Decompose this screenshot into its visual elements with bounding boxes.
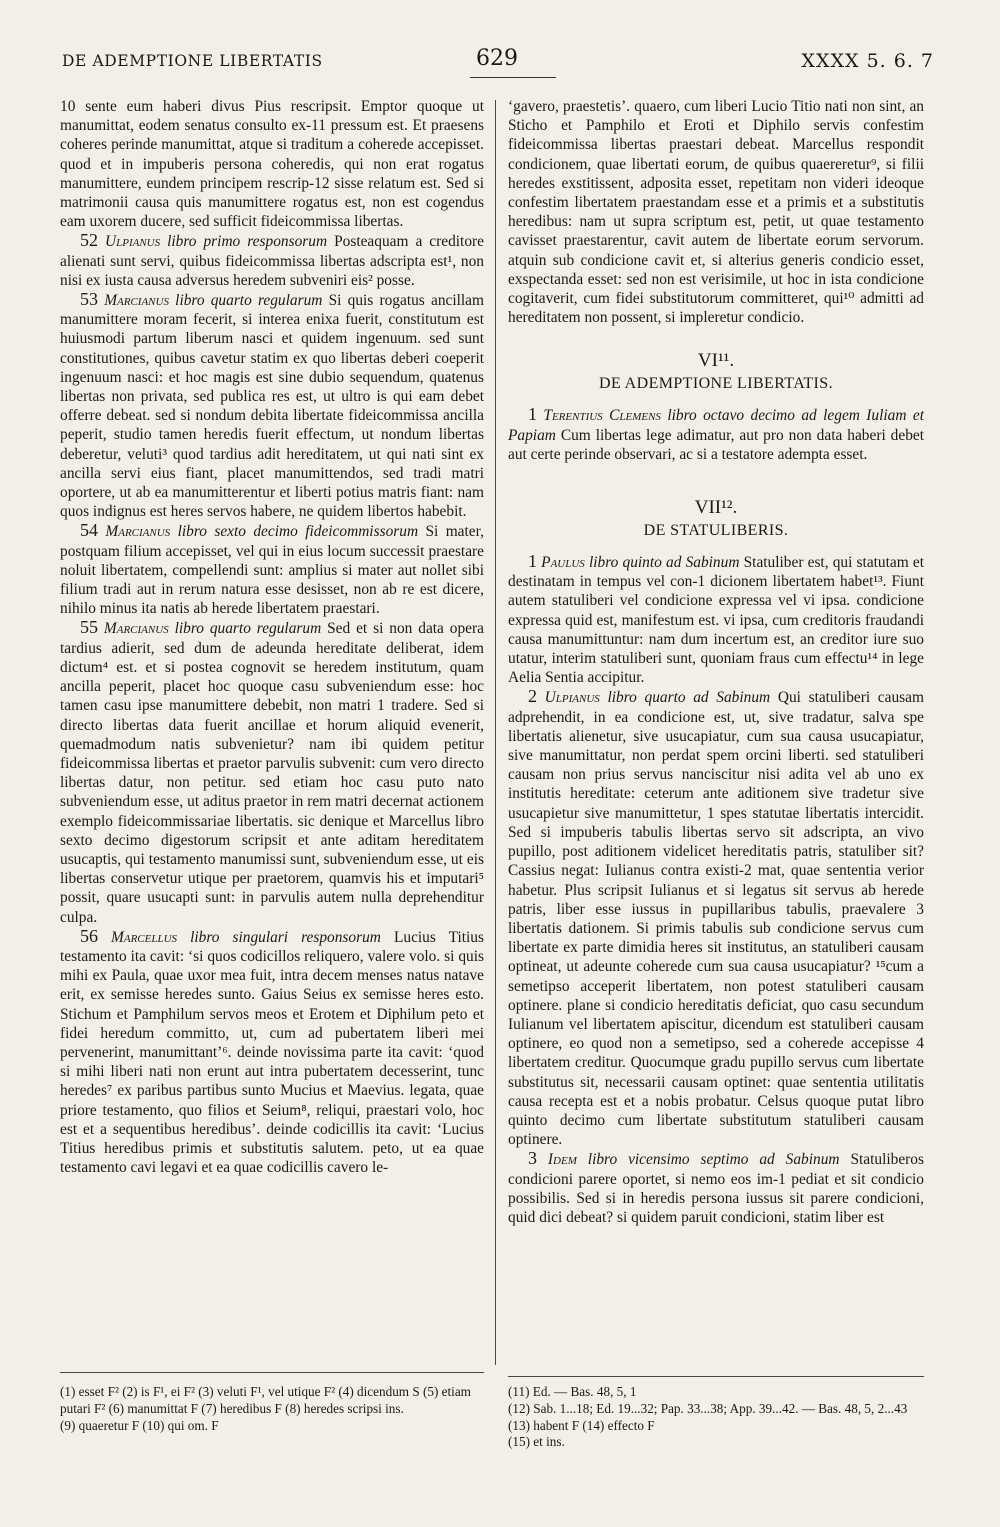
source-work: libro quarto regularum	[175, 292, 323, 310]
fragment-number: 54	[80, 520, 98, 541]
fragment-number: 52	[80, 230, 98, 251]
footnote-rule-left	[60, 1372, 484, 1373]
footnote-entry: (9) quaeretur F (10) qui om. F	[60, 1417, 219, 1433]
paragraph-continued: ‘gavero, praestetis’. quaero, cum liberi Lucio Titio nati non sint, an Sticho et Pamphilo et Eroti et Diphilo servis confestim fideicommissa libertas praestari debeat. Marcellus respondit condicionem, quae libertati eorum, de quibus quaereretur⁹, si filii heredes exstitissent, adposita esset, repetitam non videri ideoque confestim libertatem praestandam esse et a primis et a substitutis heredibus: nam ut supra scriptum est, petit, ut quae testamento cavisset praestarentur, cavit autem de libertate eorum servorum. atquin sub condicione cavit et, si alterius generis condicio esset, exspectanda esset: sed non est verisimile, ut hoc in ista condicione cogitaverit, cum fidei substitutorum committeret, qui¹⁰ admitti ad hereditatem non possent, si impleretur condicio.	[508, 98, 924, 327]
source-work: libro quarto ad Sabinum	[607, 689, 771, 707]
footnotes-left	[60, 1384, 484, 1434]
left-column	[60, 97, 484, 1359]
footnote-rule-right	[508, 1376, 924, 1377]
source-work: libro quinto ad Sabinum	[588, 554, 740, 572]
fragment-number: 3	[528, 1148, 537, 1169]
title-heading-vii	[508, 496, 924, 542]
jurist-name: Paulus	[541, 554, 585, 572]
jurist-name: Marcianus	[104, 292, 169, 310]
title-vii-fragment-2	[508, 687, 924, 1149]
column-divider	[495, 100, 496, 1365]
fragment-number: 56	[80, 925, 98, 946]
title-vii-fragment-3	[508, 1149, 924, 1227]
footnote-entry: (11) Ed. — Bas. 48, 5, 1	[508, 1384, 637, 1399]
footnote-entry: (12) Sab. 1...18; Ed. 19...32; Pap. 33...38; App. 39...42. — Bas. 48, 5, 2...43 (13) habent F (14) effecto F	[508, 1400, 908, 1433]
footnote-entry: (15) et ins.	[508, 1434, 565, 1450]
jurist-name: Terentius Clemens	[543, 407, 661, 425]
title-vii-fragment-1	[508, 552, 924, 687]
footnotes-right	[508, 1384, 924, 1451]
right-column	[508, 97, 924, 1359]
jurist-name: Marcellus	[111, 928, 178, 946]
jurist-name: Marcianus	[105, 523, 171, 541]
fragment-52	[60, 231, 484, 290]
fragment-text: Si quis rogatus ancillam manumittere moram fecerit, si interea enixa fuerit, constitutum est huiusmodi partum liberum nasci et quidem ingenuum. sed sunt constitutiones, quibus cavetur statim ex quo libertas deberi coeperit ingenuum nasci: et hoc magis est sine dubio sequendum, quatenus libertas non privata, sed publica res est, ut ultro is qui eam debet offerre debeat. sed si nondum debita libertate fideicommissa ancilla peperit, studio tamen heredis fuerit effectum, ut nondum libertas deberetur, veluti³ quod tardius adit hereditatem, ut qui nati sint ex ancilla servi eius fiant, placet manumittendos, sed tradi matri oportere, ut ab ea manumitterentur et liberti potius matris fiant: nam quos indignus est heres servos habere, ne quidem libertos habebit.	[60, 292, 484, 521]
jurist-name: Idem	[547, 1151, 577, 1169]
source-work: libro singulari responsorum	[190, 928, 381, 946]
fragment-56	[60, 927, 484, 1178]
fragment-number: 1	[528, 551, 537, 572]
jurist-name: Ulpianus	[105, 233, 161, 251]
page-number-rule	[470, 77, 556, 78]
fragment-number: 2	[528, 686, 537, 707]
fragment-number: 1	[528, 404, 537, 425]
fragment-53	[60, 290, 484, 521]
fragment-text: Statuliber est, qui statutam et destinatam in tempus vel con-1 dicionem libertatem habet¹³. Fiunt autem statuliberi vel condicione expressa vel vi ipsa. condicione expressa quid est, manifestum est. vi ipsa, cum creditoris fraudandi causa manumittuntur: nam dum incertum est, an creditor iure suo utatur, interim statuliberi sunt, quoniam fraus cum effectu¹⁴ in lege Aelia Sentia accipitur.	[508, 554, 924, 687]
jurist-name: Marcianus	[103, 620, 169, 638]
source-work: libro octavo decimo ad legem Iuliam et Papiam	[508, 407, 924, 444]
section-reference: XXXX 5. 6. 7	[801, 50, 934, 72]
title-heading-vi	[508, 349, 924, 395]
fragment-text: Cum libertas lege adimatur, aut pro non data haberi debet aut certe perinde observari, ac si a testatore adempta esset.	[508, 426, 924, 463]
source-work: libro vicensimo septimo ad Sabinum	[587, 1151, 840, 1169]
title-number: VII¹².	[694, 497, 738, 519]
fragment-text: Qui statuliberi causam adprehendit, in ea condicione est, ut, sive tradatur, salva spe libertatis alienetur, sive usucapiatur, cum sua causa usucapiatur, sive manumittatur, non perdat spem orcini liberti. sed statuliberi causam non prius servus nanciscitur nisi adita vel ab uno ex institutis hereditate: ceterum ante aditionem sive tradetur sive usucapietur sive manumittetur, 1 spes statutae libertatis intercidit. Sed si impuberis tabulis libertas servo sit adscripta, an vivo pupillo, post aditionem videlicet hereditatis patris, statuliber sit? Cassius negat: Iulianus contra existi-2 mat, quae sententia verior habetur. Plus scripsit Iulianus et si legatus sit servus ab herede patris, liber esse iussus in pupillaribus tabulis, praevalere 3 libertatis dationem. Si primis tabulis sub condicione servus cum libertate ex parte dimidia heres sit institutus, an statuliberi causam optineat, ut adeunte coherede cum sua causa usucapiatur? ¹⁵cum a semetipso acceperit libertatem, non potest statuliberi causam optinere. plane si condicio hereditatis deficiat, quo casu secundum Iulianum vel libertatem apiscitur, dicendum est statuliberi causam optinere, eo quod non a semetipso, sed a coherede accepisse 4 libertatem creditur. Quocumque gradu pupillo servus cum libertate substitutus sit, necessarii causam optinet: quae sententia utilitatis causa recepta est et a nobis probatur. Celsus quoque putat libro quinto decimo cum libertate substitutum statuliberi causam optinere.	[508, 689, 924, 1149]
fragment-number: 55	[80, 617, 98, 638]
footnote-entry: (1) esset F² (2) is F¹, ei F² (3) veluti F¹, vel utique F² (4) dicendum S (5) etiam putari F² (6) manumittat F (7) heredibus F (8) heredes scripsi ins.	[60, 1384, 471, 1416]
fragment-text: Posteaquam a creditore alienati sunt servi, quibus fideicommissa libertas adscripta est¹, non nisi ex iusta causa adversus heredem subveniri eis² posse.	[60, 233, 484, 289]
source-work: libro quarto regularum	[174, 620, 322, 638]
running-title: DE ADEMPTIONE LIBERTATIS	[62, 52, 323, 70]
paragraph-continued: 10 sente eum haberi divus Pius rescripsit. Emptor quoque ut manumittat, eodem senatus consulto ex-11 pressum est. Et praesens coheres perinde manumittat, atque si traditum a coherede accepisset. quod et in impuberis persona coheredis, qui non erat rogatus manumittere, eundem principem rescrip-12 sisse relatum est. Sed si matrimonii causa quis manumittere rogatus est, non est cogendus eam uxorem ducere, sed sufficit fideicommissa libertas.	[60, 98, 484, 231]
fragment-55	[60, 618, 484, 926]
fragment-text: Statuliberos condicioni parere oportet, si nemo eos im-1 pediat et sit condicio possibilis. Sed si in heredis persona iussus sit parere condicioni, quid dici debeat? si quidem paruit condicioni, statim liber est	[508, 1151, 924, 1226]
fragment-number: 53	[80, 289, 98, 310]
source-work: libro sexto decimo fideicommissorum	[177, 523, 419, 541]
page-header	[62, 46, 934, 82]
page-number: 629	[476, 46, 518, 71]
fragment-54	[60, 521, 484, 618]
title-number: VI¹¹.	[697, 350, 735, 372]
title-name: DE ADEMPTIONE LIBERTATIS.	[599, 375, 833, 393]
jurist-name: Ulpianus	[544, 689, 600, 707]
fragment-text: Si mater, postquam filium accepisset, vel qui in eius locum successit praestare noluit libertatem, compellendi sunt: amplius si mater aut nollet sibi filium tradi aut in rerum natura esse desisset, non ab re est dicere, nihilo minus ita natis ab herede libertatem praestari.	[60, 523, 484, 618]
title-name: DE STATULIBERIS.	[643, 522, 789, 540]
fragment-text: Lucius Titius testamento ita cavit: ‘si quos codicillos reliquero, valere volo. si quis mihi ex Paula, quae uxor mea fuit, intra decem menses natus natave erit, ex semisse heredes sunto. Gaius Seius ex semisse heres esto. Stichum et Pamphilum servos meos et Erotem et Diphilum peto et fidei heredum committo, ut, cum ad pubertatem liberi mei pervenerint, manumittant’⁶. deinde novissima parte ita cavit: ‘quod si mihi liberi nati non erunt aut intra pubertatem decesserint, tunc heredes⁷ ex paribus partibus sunto Mucius et Maevius. legata, quae priore testamento, quo filios et Seium⁸, reliqui, praestari volo, hoc est et a sequentibus heredibus’. deinde codicillis ita cavit: ‘Lucius Titius heredibus primis et substitutis salutem. peto, ut ea quae testamento cavi legavi et ea quae codicillis cavero le-	[60, 928, 484, 1177]
source-work: libro primo responsorum	[167, 233, 328, 251]
fragment-text: Sed et si non data opera tardius adierit, sed dum de adeunda hereditate deliberat, idem dictum⁴ est. et si postea cognovit se heredem institutum, quam ancilla peperit, placet hoc quoque casu subveniendum esse: hoc tamen casu ipse manumittere debebit, non matri 1 tradere. Sed si directo libertas data fuerit ancillae et horum aliquid evenerit, quemadmodum natis subvenietur? nam ibi quidem petitur fideicommissa libertas et praetor parvulis subvenit: cum vero directo libertas datur, non petitur. sed etiam hoc casu puto nato subveniendum esse, ut aditus praetor in rem matri decernat actionem exemplo fideicommissariae libertatis. sic denique et Marcellus libro sexto decimo digestorum scripsit et ante aditam hereditatem usucaptis, qui testamento manumissi sunt, subveniendum esse, ut eis libertas conservetur utique per praetorem, quamvis his et imputari⁵ possit, quare usucapti sunt: in parvulis autem nulla deprehenditur culpa.	[60, 620, 484, 926]
title-vi-fragment-1	[508, 405, 924, 464]
